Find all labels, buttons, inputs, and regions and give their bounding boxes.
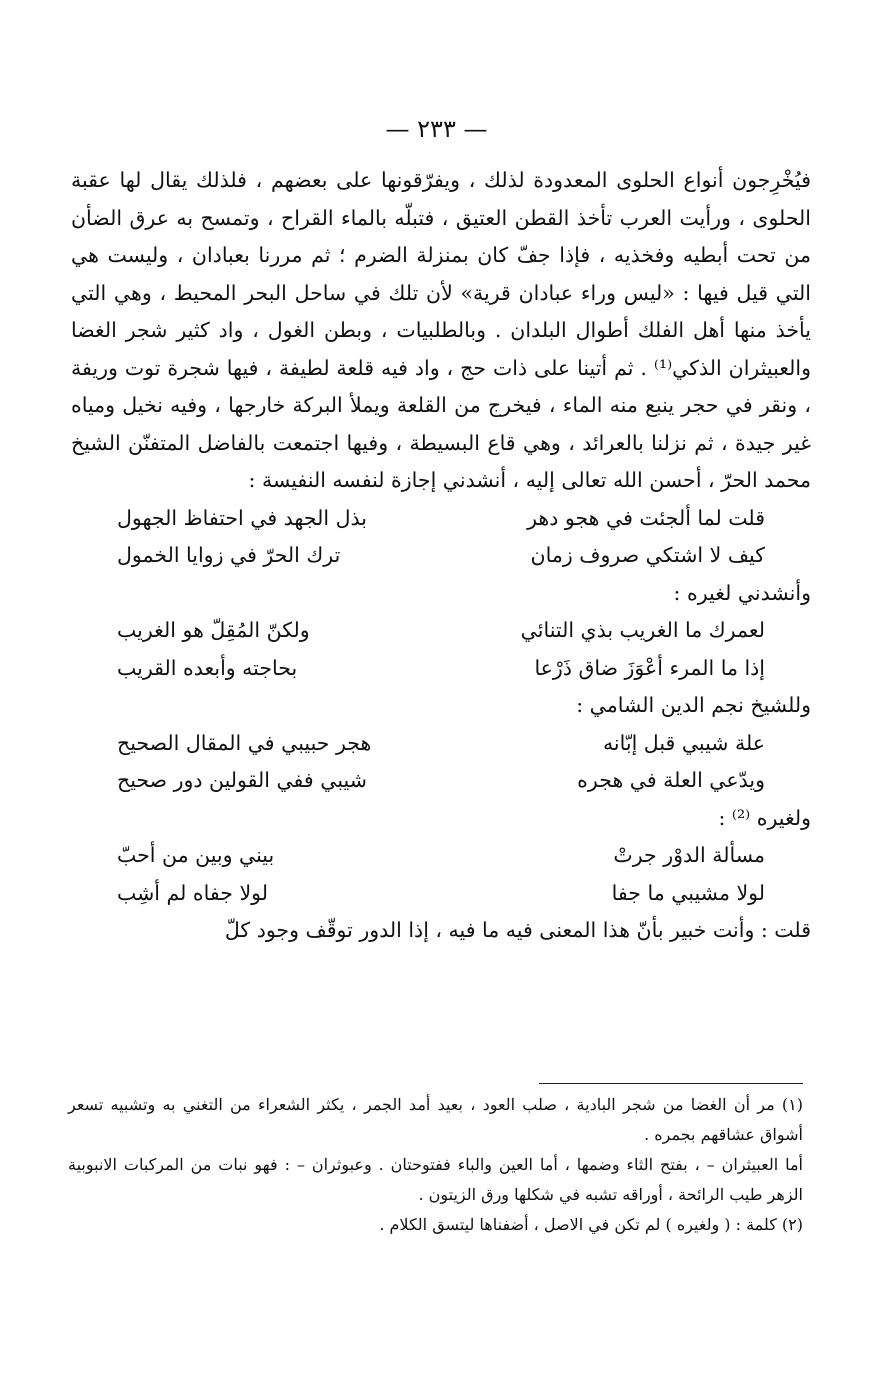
footnote-1: (١) مر أن الغضا من شجر البادية ، صلب العود ، بعيد أمد الجمر ، يكثر الشعراء من التغني به وتشبيه تسعر أشواق عشاقهم بجمره . [68, 1095, 803, 1144]
verse [71, 762, 811, 800]
poem-1 [71, 500, 811, 575]
poem-intro: وللشيخ نجم الدين الشامي : [576, 693, 811, 717]
verse-first-hemistich: ويدّعي العلة في هجره [577, 768, 765, 792]
verse [71, 537, 811, 575]
poem-2 [71, 575, 811, 688]
poem-intro: ولغيره ⁽²⁾ : [718, 805, 811, 830]
footnote-2: (٢) كلمة : ( ولغيره ) لم تكن في الاصل ، أضفناها ليتسق الكلام . [379, 1215, 803, 1234]
verse [71, 650, 811, 688]
verse-first-hemistich: علة شيبي قبل إبّانه [602, 730, 765, 755]
verse-first-hemistich: لعمرك ما الغريب بذي التنائي [520, 618, 765, 642]
poem-4 [71, 800, 811, 913]
verse-first-hemistich: إذا ما المرء أعْوَزَ ضاق ذَرْعا [534, 655, 765, 680]
closing-line: قلت : وأنت خبير بأنّ هذا المعنى فيه ما فيه ، إذا الدور توقّف وجود كلّ [224, 918, 811, 942]
verse-first-hemistich: قلت لما ألجئت في هجو دهر [527, 505, 765, 530]
verse [71, 500, 811, 538]
verse-second-hemistich: بذل الجهد في احتفاظ الجهول [117, 505, 367, 530]
verse-second-hemistich: لولا جفاه لم أشِب [117, 880, 268, 905]
verse-first-hemistich: لولا مشيبي ما جفا [611, 880, 765, 905]
verse-second-hemistich: ولكنّ المُقِلّ هو الغريب [117, 618, 310, 642]
verse-first-hemistich: مسألة الدوْر جرتْ [613, 843, 765, 867]
verse-second-hemistich: ترك الحرّ في زوايا الخمول [117, 543, 341, 567]
verse-second-hemistich: بيني وبين من أحبّ [117, 843, 275, 867]
footnotes [68, 1090, 803, 1240]
main-text [71, 162, 811, 950]
verse-second-hemistich: بحاجته وأبعده القريب [117, 655, 298, 680]
poem-3 [71, 687, 811, 800]
verse-second-hemistich: شيبي ففي القولين دور صحيح [117, 768, 367, 792]
prose-paragraph: فيُخْرِجون أنواع الحلوى المعدودة لذلك ، ويفرّقونها على بعضهم ، فلذلك يقال لها عقبة الحلوى ، ورأيت العرب تأخذ القطن العتيق ، فتبلّه بالماء القراح ، وتمسح به عرق الضأن من تحت أبطيه وفخذيه ، فإذا جفّ كان بمنزلة الضرم ؛ ثم مررنا بعبادان ، وليست هي التي قيل فيها : «ليس وراء عبادان قرية» لأن تلك في ساحل البحر المحيط ، وهي التي يأخذ منها أهل الفلك أطوال البلدان . وبالطلبيات ، وبطن الغول ، واد كثير شجر الغضا والعبيثران الذكي⁽¹⁾ . ثم أتينا على ذات حج ، واد فيه قلعة لطيفة ، فيها شجرة توت وريفة ، ونقر في حجر ينبع منه الماء ، فيخرج من القلعة ويملأ البركة خارجها ، وفيه نخيل ومياه غير جيدة ، ثم نزلنا بالعرائد ، وهي قاع البسيطة ، وفيها اجتمعت بالفاضل المتفنّن الشيخ محمد الحرّ ، أحسن الله تعالى إليه ، أنشدني إجازة لنفسه النفيسة : [71, 168, 811, 492]
verse [71, 612, 811, 650]
footnote-1-continued: أما العبيثران – ، بفتح الثاء وضمها ، أما العين والباء ففتوحتان . وعبوثران – : فهو نبات من المركبات الانبوبية الزهر طيب الرائحة ، أوراقه تشبه في شكلها ورق الزيتون . [68, 1155, 803, 1204]
footnote-divider [539, 1083, 803, 1084]
verse-second-hemistich: هجر حبيبي في المقال الصحيح [117, 730, 372, 755]
poem-intro: وأنشدني لغيره : [673, 580, 811, 605]
verse [71, 875, 811, 913]
verse-first-hemistich: كيف لا اشتكي صروف زمان [530, 543, 765, 567]
page-number: — ٢٣٣ — [385, 115, 488, 143]
verse [71, 837, 811, 875]
verse [71, 725, 811, 763]
